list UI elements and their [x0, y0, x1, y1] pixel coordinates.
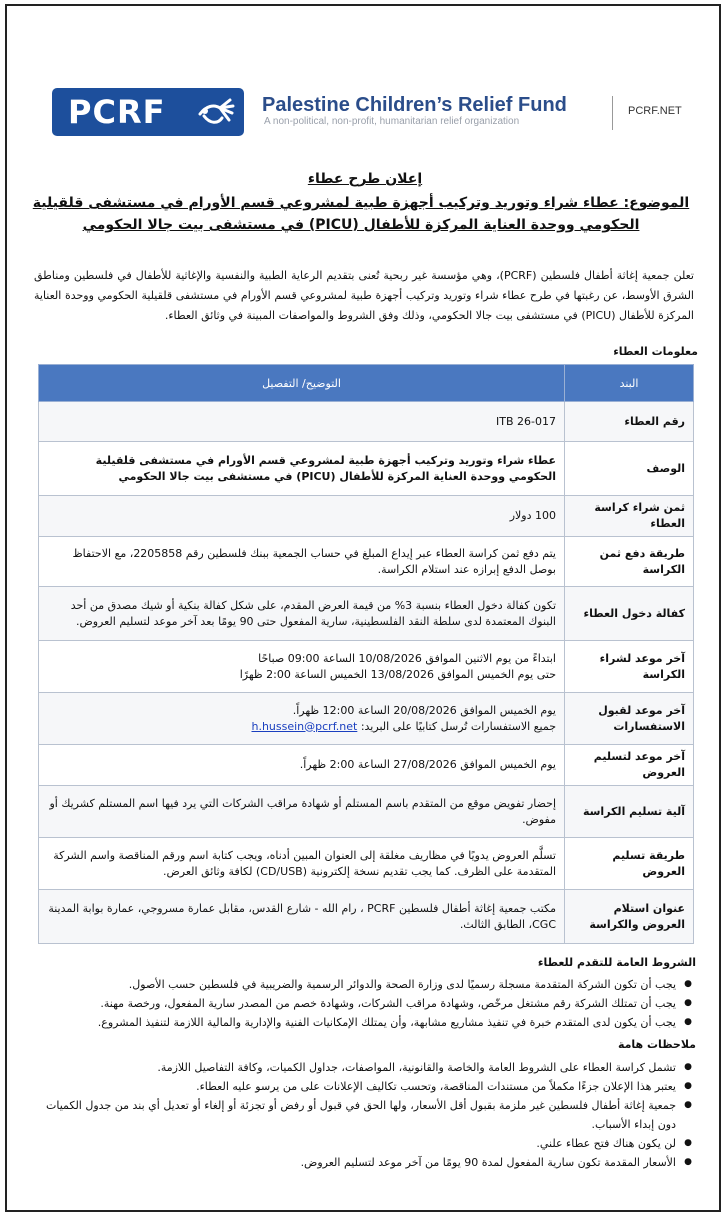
- website-link[interactable]: PCRF.NET: [628, 105, 682, 117]
- table-row: [39, 402, 694, 442]
- row-value: يوم الخميس الموافق 27/08/2026 الساعة 2:00 ظهراً.: [39, 745, 565, 786]
- subject-line: [28, 192, 694, 236]
- row-key: آلية تسليم الكراسة: [565, 786, 694, 838]
- table-row: [39, 442, 694, 496]
- email-link[interactable]: h.hussein@pcrf.net: [251, 719, 358, 733]
- table-row: [39, 496, 694, 537]
- row-key: ثمن شراء كراسة العطاء: [565, 496, 694, 537]
- list-item: ● الأسعار المقدمة تكون سارية المفعول لمدة 90 يومًا من آخر موعد لتسليم العروض.: [34, 1153, 694, 1172]
- table-row: [39, 587, 694, 641]
- row-value: يتم دفع ثمن كراسة العطاء عبر إيداع المبلغ في حساب الجمعية ببنك فلسطين رقم 2205858، مع الاحتفاظ بوصل الدفع إبرازه عند استلام الكراسة.: [39, 537, 565, 587]
- row-key: آخر موعد لقبول الاستفسارات: [565, 693, 694, 745]
- row-value: مكتب جمعية إغاثة أطفال فلسطين PCRF ، رام الله - شارع القدس، مقابل عمارة مسروجي، عمارة بوابة المدينة CGC، الطابق الثالث.: [39, 890, 565, 944]
- row-value: عطاء شراء وتوريد وتركيب أجهزة طبية لمشروعي قسم الأورام في مستشفى قلقيلية الحكومي ووحدة العناية المركزة للأطفال (PICU) في مستشفى بيت جالا الحكومي: [39, 442, 565, 496]
- row-value: تكون كفالة دخول العطاء بنسبة 3% من قيمة العرض المقدم، على شكل كفالة بنكية أو شيك مصدق من أحد البنوك المعتمدة لدى سلطة النقد الفلسطينية، سارية المفعول حتى 90 يومًا بعد آخر موعد لتسليم العروض.: [39, 587, 565, 641]
- conditions-title: الشروط العامة للتقدم للعطاء: [537, 956, 696, 969]
- row-value: [39, 693, 565, 745]
- intro-paragraph: تعلن جمعية إغاثة أطفال فلسطين (PCRF)، وهي مؤسسة غير ربحية تُعنى بتقديم الرعاية الطبية والنفسية والإغاثية للأطفال في فلسطين ومناطق الشرق الأوسط، عن رغبتها في طرح عطاء شراء وتوريد وتركيب أجهزة طبية لمشروعي قسم الأورام في مستشفى قلقيلية الحكومي ووحدة العناية المركزة للأطفال (PICU) في مستشفى بيت جالا الحكومي، وذلك وفق الشروط والمواصفات المبينة في وثائق العطاء.: [34, 269, 694, 322]
- org-tagline: A non-political, non-profit, humanitarian relief organization: [264, 116, 520, 127]
- conditions-list: [44, 975, 694, 1032]
- inquiry-deadline: يوم الخميس الموافق 20/08/2026 الساعة 12:00 ظهراً.: [292, 703, 556, 717]
- table-header-row: [39, 365, 694, 402]
- divider: [612, 96, 613, 130]
- row-value: إحضار تفويض موقع من المتقدم باسم المستلم أو شهادة مراقب الشركات التي يرد فيها اسم المستلم كشريك أو مفوض.: [39, 786, 565, 838]
- list-item: ● يجب أن تمتلك الشركة رقم مشتغل مرخّص، وشهادة مراقب الشركات، وشهادة خصم من المصدر سارية المفعول، ورخصة مهنة.: [44, 994, 694, 1013]
- logo-text: PCRF: [68, 93, 166, 131]
- info-section-title: معلومات العطاء: [613, 345, 698, 358]
- list-item: ● تشمل كراسة العطاء على الشروط العامة والخاصة والقانونية، المواصفات، جداول الكميات، وكافة التفاصيل اللازمة.: [34, 1058, 694, 1077]
- row-key: كفالة دخول العطاء: [565, 587, 694, 641]
- row-value: تسلَّم العروض يدويًا في مظاريف مغلقة إلى العنوان المبين أدناه، ويجب كتابة اسم ورقم المناقصة واسم الشركة المتقدمة على الظرف. كما يجب تقديم نسخة إلكترونية (CD/USB) لكافة وثائق العرض.: [39, 838, 565, 890]
- row-key: طريقة دفع ثمن الكراسة: [565, 537, 694, 587]
- list-item: ● جمعية إغاثة أطفال فلسطين غير ملزمة بقبول أقل الأسعار، ولها الحق في قبول أو رفض أو تجزئة أو إلغاء أو تعديل أي بند من جدول الكميات دون إبداء الأسباب.: [34, 1096, 694, 1134]
- hand-dove-icon: [196, 94, 236, 130]
- list-item: ● يجب أن يكون لدى المتقدم خبرة في تنفيذ مشاريع مشابهة، وأن يمتلك الإمكانيات الفنية والإدارية والمالية اللازمة لتنفيذ المشروع.: [44, 1013, 694, 1032]
- row-key: رقم العطاء: [565, 402, 694, 442]
- col-item-header: البند: [565, 365, 694, 402]
- table-row: [39, 838, 694, 890]
- org-name: Palestine Children’s Relief Fund: [262, 94, 567, 116]
- table-row: [39, 786, 694, 838]
- inquiry-contact: جميع الاستفسارات تُرسل كتابيًا على البريد: h.hussein@pcrf.net: [251, 719, 556, 733]
- list-item: ● يعتبر هذا الإعلان جزءًا مكملاً من مستندات المناقصة، وتحسب تكاليف الإعلانات على من يرسو عليه العطاء.: [34, 1077, 694, 1096]
- purchase-end: حتى يوم الخميس الموافق 13/08/2026 الخميس الساعة 2:00 ظهرًا: [239, 667, 556, 681]
- table-row: [39, 693, 694, 745]
- row-key: آخر موعد لشراء الكراسة: [565, 641, 694, 693]
- subject-label: الموضوع:: [618, 195, 690, 211]
- row-value: [39, 641, 565, 693]
- list-item: ● يجب أن تكون الشركة المتقدمة مسجلة رسميًا لدى وزارة الصحة والدوائر الرسمية والضريبية في فلسطين حسب الأصول.: [44, 975, 694, 994]
- table-row: [39, 745, 694, 786]
- row-key: طريقة تسليم العروض: [565, 838, 694, 890]
- subject-text: عطاء شراء وتوريد وتركيب أجهزة طبية لمشروعي قسم الأورام في مستشفى قلقيلية الحكومي ووحدة العناية المركزة للأطفال (PICU) في مستشفى بيت جالا الحكومي: [32, 195, 640, 233]
- announcement-title: إعلان طرح عطاء: [307, 171, 423, 187]
- col-detail-header: التوضيح/ التفصيل: [39, 365, 565, 402]
- table-row: [39, 641, 694, 693]
- table-row: [39, 537, 694, 587]
- notes-title: ملاحظات هامة: [617, 1038, 696, 1051]
- pcrf-logo: [52, 88, 244, 136]
- row-key: آخر موعد لتسليم العروض: [565, 745, 694, 786]
- tender-info-table: [38, 364, 694, 944]
- table-row: [39, 890, 694, 944]
- row-key: الوصف: [565, 442, 694, 496]
- row-key: عنوان استلام العروض والكراسة: [565, 890, 694, 944]
- row-value: 100 دولار: [39, 496, 565, 537]
- purchase-start: ابتداءً من يوم الاثنين الموافق 10/08/2026 الساعة 09:00 صباحًا: [258, 651, 556, 665]
- row-value: ITB 26-017: [39, 402, 565, 442]
- list-item: ● لن يكون هناك فتح عطاء علني.: [34, 1134, 694, 1153]
- notes-list: [34, 1058, 694, 1172]
